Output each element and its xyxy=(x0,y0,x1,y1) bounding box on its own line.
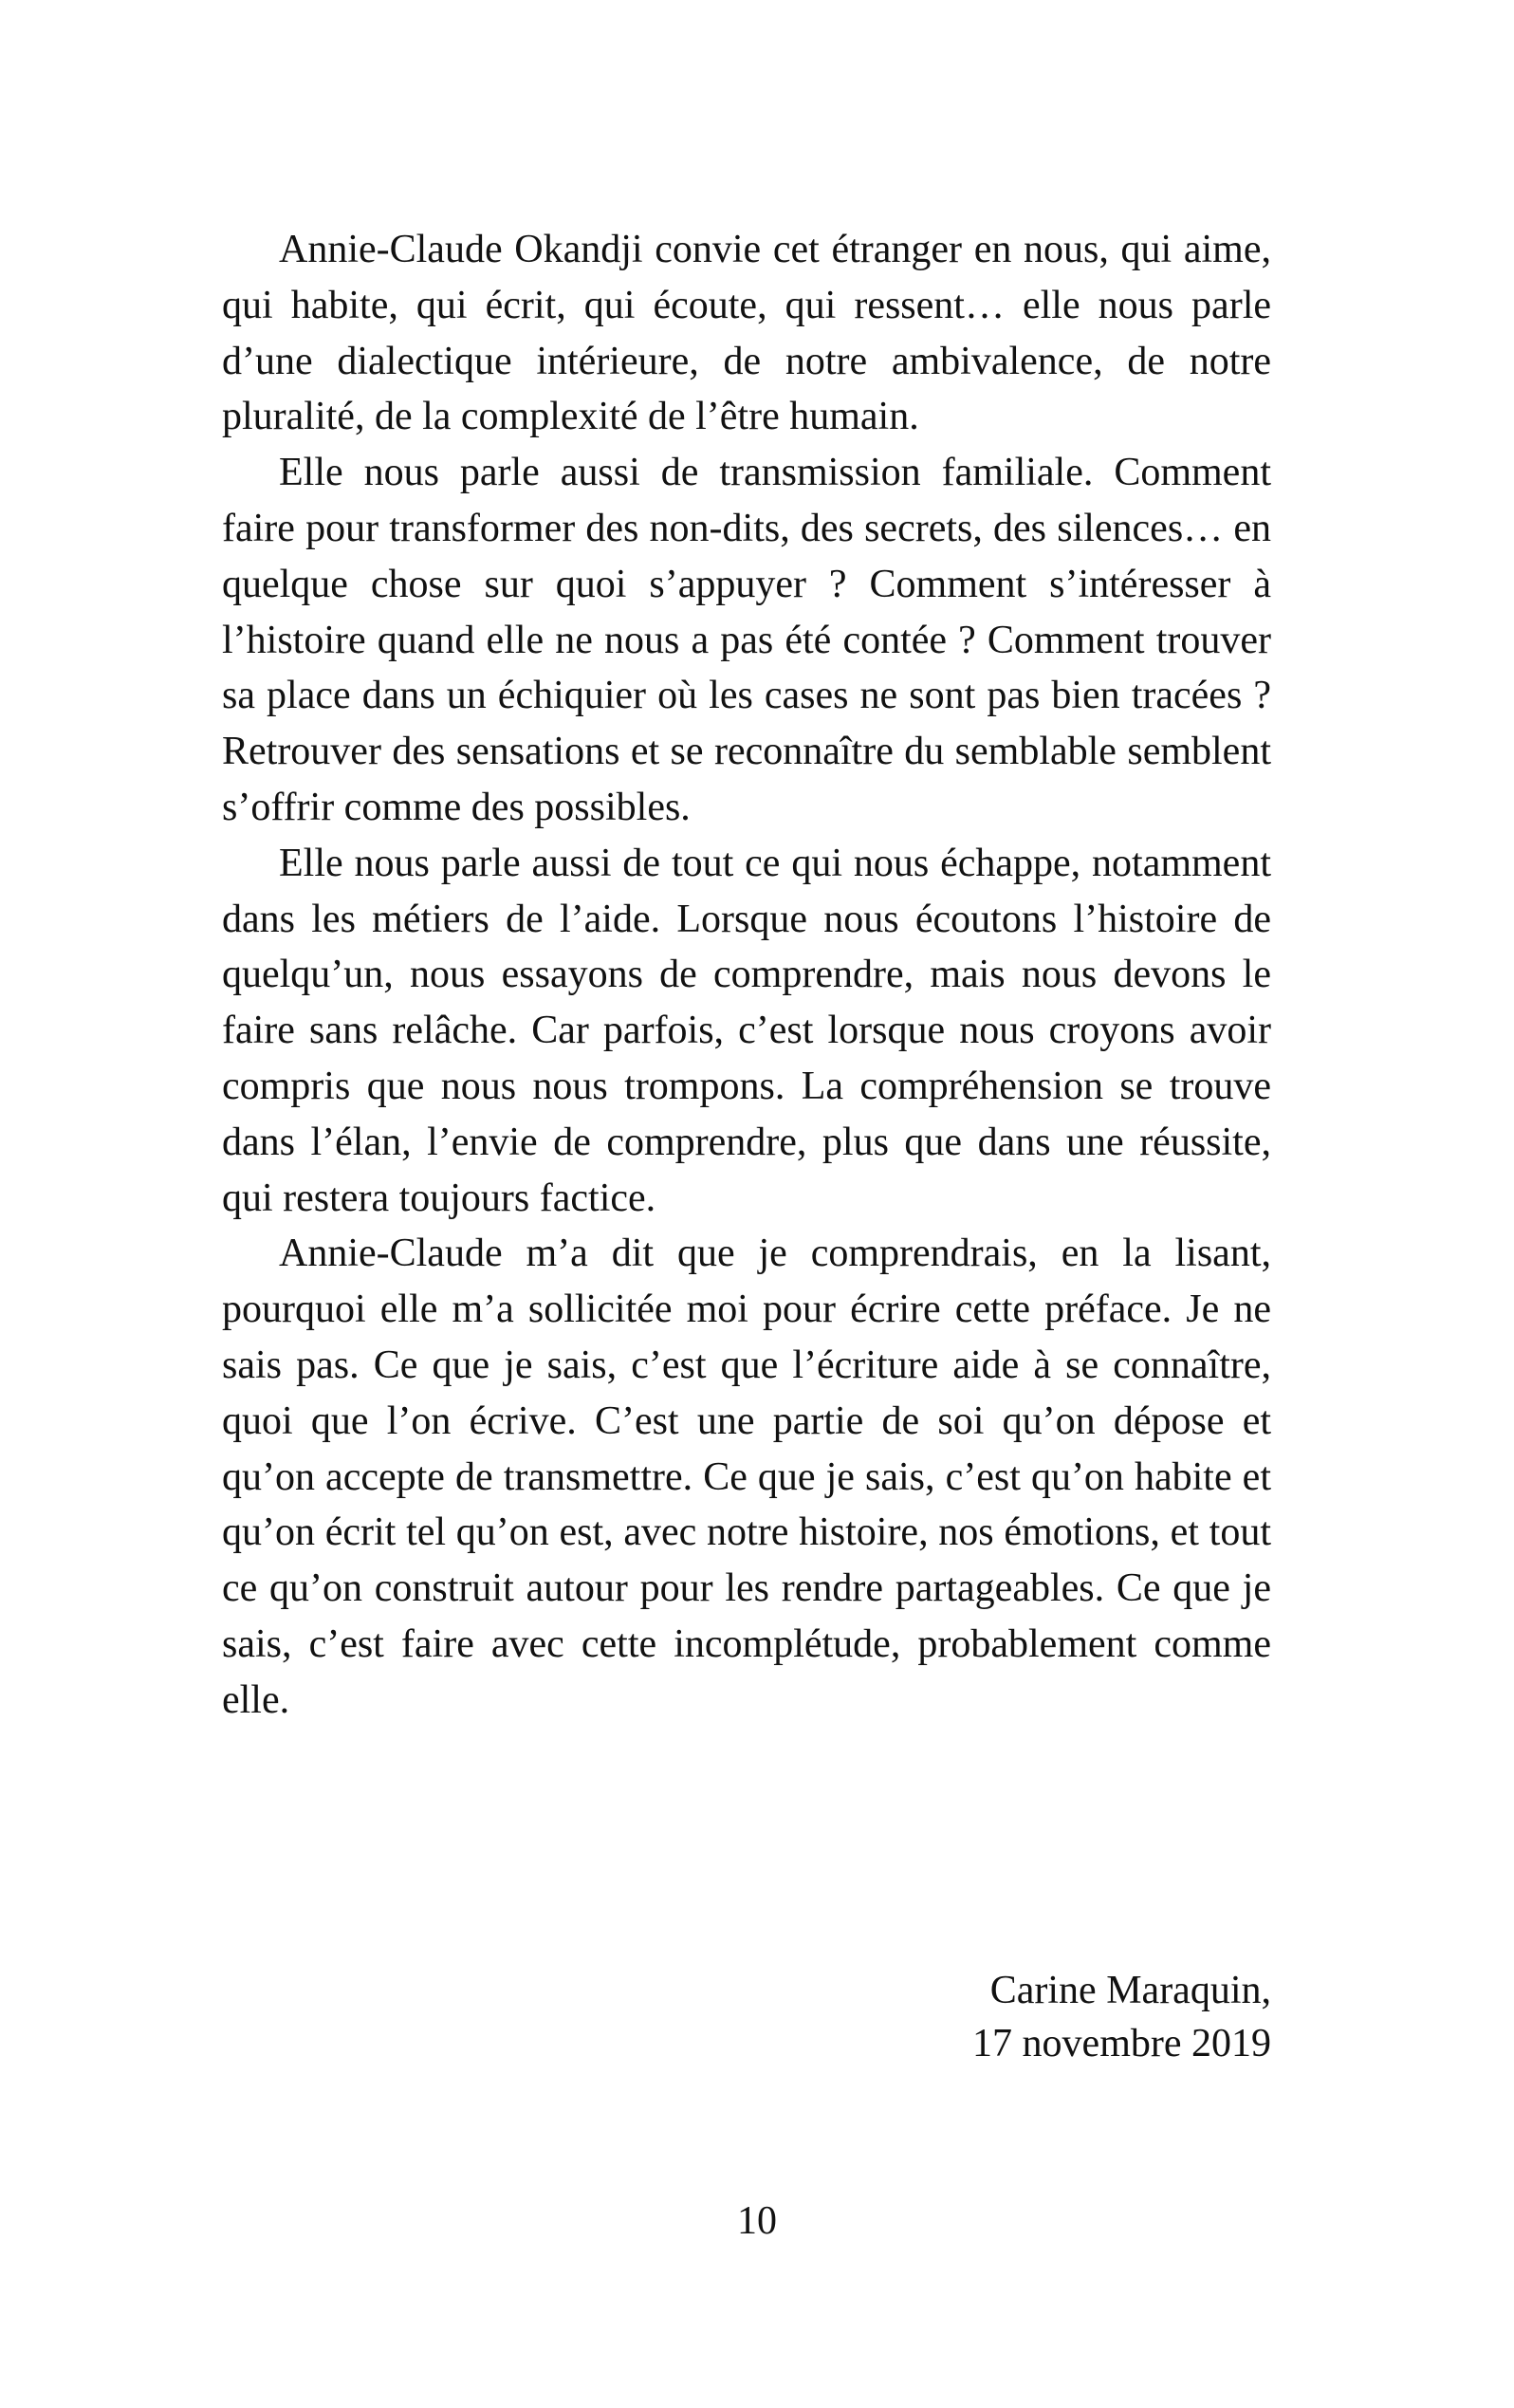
paragraph: Annie-Claude Okandji convie cet étranger en nous, qui aime, qui habite, qui écrit, qui écoute, qui ressent… elle nous parle d’une dialectique intérieure, de notre ambivalence, de notre pluralité, de la complexité de l’être humain. xyxy=(222,228,1271,439)
preface-body xyxy=(222,222,1271,1729)
paragraph: Elle nous parle aussi de transmission familiale. Comment faire pour transformer des non-dits, des secrets, des silences… en quelque chose sur quoi s’appuyer ? Comment s’intéresser à l’histoire quand elle ne nous a pas été contée ? Comment trouver sa place dans un échiquier où les cases ne sont pas bien tracées ? Retrouver des sensations et se reconnaître du semblable semblent s’offrir comme des possibles. xyxy=(222,451,1271,829)
paragraph: Elle nous parle aussi de tout ce qui nous échappe, notamment dans les métiers de l’aide. Lorsque nous écoutons l’histoire de quelqu’un, nous essayons de comprendre, mais nous devons le faire sans relâche. Car parfois, c’est lorsque nous croyons avoir compris que nous nous trompons. La compréhension se trouve dans l’élan, l’envie de comprendre, plus que dans une réussite, qui restera toujours factice. xyxy=(222,841,1271,1220)
author-name: Carine Maraquin, xyxy=(989,1969,1271,2012)
page-number: 10 xyxy=(737,2199,777,2243)
signature-block xyxy=(972,1964,1271,2070)
paragraph: Annie-Claude m’a dit que je comprendrais, en la lisant, pourquoi elle m’a sollicitée moi pour écrire cette préface. Je ne sais pas. Ce que je sais, c’est que l’écriture aide à se connaître, quoi que l’on écrive. C’est une partie de soi qu’on dépose et qu’on accepte de transmettre. Ce que je sais, c’est qu’on habite et qu’on écrit tel qu’on est, avec notre histoire, nos émotions, et tout ce qu’on construit autour pour les rendre partageables. Ce que je sais, c’est faire avec cette incomplétude, probablement comme elle. xyxy=(222,1232,1271,1722)
signature-date: 17 novembre 2019 xyxy=(972,2022,1271,2065)
